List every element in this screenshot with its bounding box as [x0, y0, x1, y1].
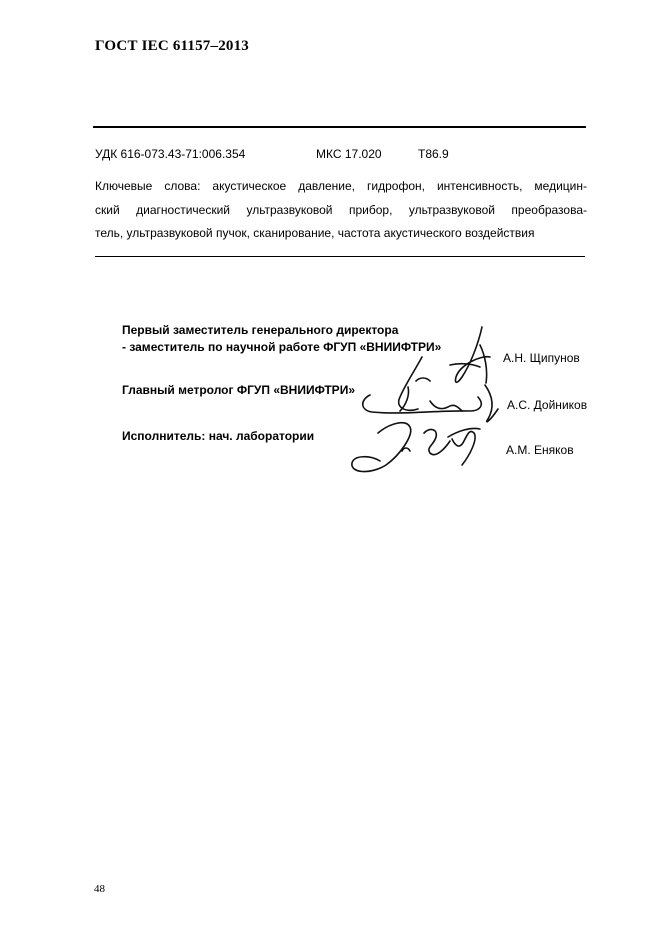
signature-3: [352, 423, 480, 472]
signatory-3-name: А.М. Еняков: [506, 443, 574, 457]
keywords-line-2: ский диагностический ультразвуковой прибор, ультразвуковой преобразова-: [95, 202, 587, 217]
document-header-title: ГОСТ IEC 61157–2013: [95, 38, 250, 54]
keywords-block: [95, 175, 587, 246]
bottom-divider: [95, 256, 585, 257]
t-code: Т86.9: [418, 147, 449, 161]
page-number: 48: [94, 883, 105, 895]
signature-1: [450, 327, 490, 383]
handwritten-signatures: [330, 315, 530, 485]
signatory-1-title-line-2: - заместитель по научной работе ФГУП «ВНИИФТРИ»: [122, 340, 442, 354]
keywords-line-1: Ключевые слова: акустическое давление, гидрофон, интенсивность, медицин-: [95, 179, 587, 193]
keywords-line-3: тель, ультразвуковой пучок, сканирование, частота акустического воздействия: [95, 226, 535, 240]
signatory-2-name: А.С. Дойников: [507, 398, 588, 412]
mks-code: МКС 17.020: [316, 147, 382, 161]
signatory-2-title: Главный метролог ФГУП «ВНИИФТРИ»: [122, 383, 355, 397]
signatory-1-name: А.Н. Щипунов: [503, 351, 580, 365]
signatory-1-title-line-1: Первый заместитель генерального директора: [122, 323, 399, 337]
top-divider: [93, 126, 586, 128]
udk-code: УДК 616-073.43-71:006.354: [95, 147, 246, 161]
signatory-3-title: Исполнитель: нач. лаборатории: [122, 429, 315, 443]
